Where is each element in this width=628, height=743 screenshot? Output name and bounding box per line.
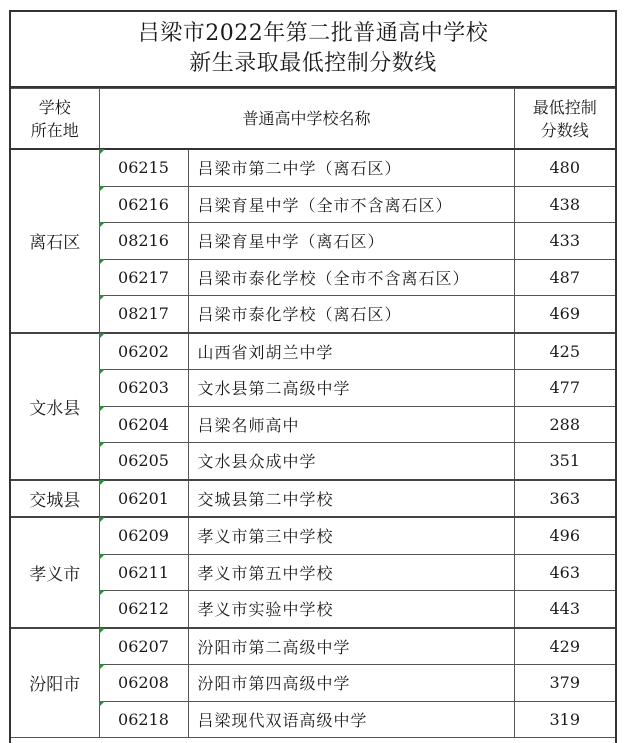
school-name-cell: 孝义市第五中学校 (188, 554, 514, 591)
header-score (514, 89, 615, 150)
min-score-cell: 351 (514, 443, 615, 480)
school-name-cell: 吕梁育星中学（离石区） (188, 223, 514, 260)
min-score-cell: 425 (514, 333, 615, 370)
table-row (11, 259, 615, 296)
table-row (11, 223, 615, 260)
school-name-cell: 文水县众成中学 (188, 443, 514, 480)
min-score-cell: 429 (514, 628, 615, 665)
school-name-cell: 孝义市第三中学校 (188, 517, 514, 554)
school-code-cell: 06211 (99, 554, 188, 591)
table-row (11, 701, 615, 738)
school-name-cell: 山西省刘胡兰中学 (188, 333, 514, 370)
min-score-cell: 319 (514, 701, 615, 738)
header-school-name: 普通高中学校名称 (99, 89, 514, 150)
school-code-cell: 06203 (99, 370, 188, 407)
school-code-cell: 06201 (99, 480, 188, 518)
school-code-cell: 06218 (99, 701, 188, 738)
min-score-cell: 433 (514, 223, 615, 260)
school-name-cell: 交城县第二中学校 (188, 480, 514, 518)
region-cell: 汾阳市 (11, 628, 99, 738)
table-row (11, 480, 615, 518)
document-title (11, 12, 615, 86)
header-location-line-2: 所在地 (30, 120, 79, 140)
header-location-line-1: 学校 (38, 97, 71, 117)
region-cell: 离石区 (11, 149, 99, 333)
title-line-2: 新生录取最低控制分数线 (189, 51, 437, 76)
table-row (11, 370, 615, 407)
school-name-cell: 吕梁市第二中学（离石区） (188, 149, 514, 186)
school-code-cell: 06217 (99, 259, 188, 296)
min-score-cell: 463 (514, 554, 615, 591)
school-name-cell: 吕梁现代双语高级中学 (188, 701, 514, 738)
school-code-cell: 06209 (99, 517, 188, 554)
region-cell: 交城县 (11, 480, 99, 518)
school-code-cell: 06205 (99, 443, 188, 480)
min-score-cell: 477 (514, 370, 615, 407)
table-row (11, 665, 615, 702)
table-row (11, 186, 615, 223)
header-location (11, 89, 99, 150)
table-body (11, 149, 615, 738)
table-row (11, 591, 615, 628)
table-row (11, 443, 615, 480)
school-code-cell: 06212 (99, 591, 188, 628)
min-score-cell: 363 (514, 480, 615, 518)
table-row (11, 149, 615, 186)
table-row (11, 628, 615, 665)
school-name-cell: 吕梁育星中学（全市不含离石区） (188, 186, 514, 223)
min-score-cell: 496 (514, 517, 615, 554)
table-row (11, 333, 615, 370)
header-row (11, 89, 615, 150)
school-code-cell: 06202 (99, 333, 188, 370)
min-score-cell: 480 (514, 149, 615, 186)
min-score-cell: 443 (514, 591, 615, 628)
min-score-cell: 469 (514, 296, 615, 333)
school-code-cell: 06208 (99, 665, 188, 702)
school-name-cell: 汾阳市第二高级中学 (188, 628, 514, 665)
table-row (11, 406, 615, 443)
region-cell: 文水县 (11, 333, 99, 480)
title-line-1: 吕梁市2022年第二批普通高中学校 (137, 21, 489, 46)
score-table (11, 88, 615, 738)
school-name-cell: 文水县第二高级中学 (188, 370, 514, 407)
school-name-cell: 吕梁市泰化学校（全市不含离石区） (188, 259, 514, 296)
school-code-cell: 06216 (99, 186, 188, 223)
school-code-cell: 06204 (99, 406, 188, 443)
header-score-line-2: 分数线 (540, 120, 589, 140)
min-score-cell: 288 (514, 406, 615, 443)
header-score-line-1: 最低控制 (532, 97, 597, 117)
school-code-cell: 06215 (99, 149, 188, 186)
min-score-cell: 379 (514, 665, 615, 702)
region-cell: 孝义市 (11, 517, 99, 628)
school-code-cell: 08216 (99, 223, 188, 260)
table-row (11, 554, 615, 591)
table-row (11, 296, 615, 333)
school-code-cell: 08217 (99, 296, 188, 333)
table-row (11, 517, 615, 554)
school-code-cell: 06207 (99, 628, 188, 665)
min-score-cell: 487 (514, 259, 615, 296)
school-name-cell: 吕梁名师高中 (188, 406, 514, 443)
school-name-cell: 孝义市实验中学校 (188, 591, 514, 628)
school-name-cell: 汾阳市第四高级中学 (188, 665, 514, 702)
min-score-cell: 438 (514, 186, 615, 223)
school-name-cell: 吕梁市泰化学校（离石区） (188, 296, 514, 333)
